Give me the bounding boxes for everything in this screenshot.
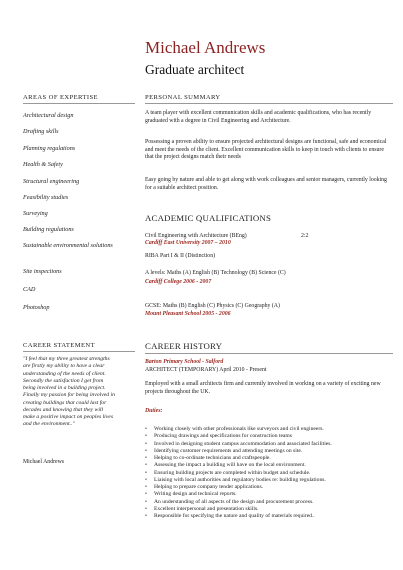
bullet-icon: • — [145, 476, 147, 483]
skill-item: Building regulations — [23, 226, 74, 233]
statement-heading-block — [23, 342, 135, 352]
duty-text: Ensuring building projects are completed within budget and schedule. — [154, 469, 311, 476]
skill-item: Photoshop — [23, 304, 50, 311]
duty-item — [145, 441, 393, 448]
duty-item — [145, 470, 393, 477]
bullet-icon: • — [145, 491, 147, 498]
skill-item: Feasibility studies — [23, 194, 69, 201]
duties-label: Duties: — [145, 408, 163, 414]
statement-signature: Michael Andrews — [23, 459, 65, 465]
summary-paragraph: A team player with excellent communication skills and academic qualifications, who has recently graduated with a degree in Civil Engineering and Architecture. — [145, 110, 372, 124]
university-line: Cardiff East University 2007 – 2010 — [145, 240, 231, 246]
summary-heading: PERSONAL SUMMARY — [145, 94, 221, 101]
degree-name: Civil Engineering with Architecture (BEng) — [145, 233, 247, 239]
bullet-icon: • — [145, 426, 147, 432]
skill-item: Health & Safety — [23, 161, 63, 168]
duty-item — [145, 448, 393, 455]
skill-item: Structural engineering — [23, 178, 80, 185]
skill-item: CAD — [23, 286, 36, 293]
duty-text: Assessing the impact a building will have on the local environment. — [154, 462, 306, 469]
duty-item — [145, 462, 393, 469]
candidate-title: Graduate architect — [145, 62, 245, 77]
duty-item — [145, 477, 393, 484]
employer-line: Barton Primary School - Salford — [145, 359, 224, 365]
duty-text: Excellent interpersonal and presentation skills. — [154, 505, 259, 512]
duty-item — [145, 484, 393, 491]
college-line: Cardiff College 2006 - 2007 — [145, 279, 212, 285]
skill-item: Planning regulations — [23, 145, 76, 152]
expertise-heading: AREAS OF EXPERTISE — [23, 94, 98, 101]
school-line: Mount Pleasant School 2005 - 2006 — [145, 311, 231, 317]
bullet-icon: • — [145, 469, 147, 476]
expertise-heading-block — [23, 94, 135, 104]
duty-text: Helping to prepare company tender applications. — [154, 484, 264, 490]
duty-text: Involved in designing student campus accommodation and associated facilities. — [154, 440, 332, 447]
bullet-icon: • — [145, 462, 147, 469]
bullet-icon: • — [145, 447, 147, 454]
summary-paragraph: Possessing a proven ability to ensure projected architectural designs are functional, safe and economical and meet the needs of the client. Excellent communication skills to keep in touch with clients to ensure that the project designs match their needs — [145, 139, 387, 161]
summary-paragraph: Easy going by nature and able to get along with work colleagues and senior managers, currently looking for a suitable architect position. — [145, 177, 387, 191]
bullet-icon: • — [145, 433, 147, 440]
bullet-icon: • — [145, 498, 147, 505]
skill-item: Surveying — [23, 210, 48, 217]
degree-grade: 2:2 — [301, 233, 309, 239]
career-heading: CAREER HISTORY — [145, 341, 223, 351]
skill-item: Site inspections — [23, 268, 62, 275]
duty-text: Liaising with local authorities and regulatory bodies re: building regulations. — [154, 476, 326, 483]
duty-text: Working closely with other professionals like surveyors and civil engineers. — [154, 426, 324, 432]
skill-item: Sustainable environmental solutions — [23, 242, 113, 249]
duty-item — [145, 433, 393, 440]
career-statement: "I feel that my three greatest strengths are firstly my ability to have a clear understanding of the needs of client. Secondly the satisfaction I get from being involved in a building project. Finally my passion for being involved in creating buildings that could last for decades and knowing that they will make a positive impact on peoples lives and the environment.." — [23, 356, 115, 428]
summary-heading-block — [145, 94, 393, 104]
statement-heading: CAREER STATEMENT — [23, 342, 95, 349]
riba-line: RIBA Part I & II (Distinction) — [145, 253, 216, 259]
duty-item — [145, 491, 393, 498]
career-divider — [145, 353, 393, 354]
summary-divider — [145, 103, 393, 104]
academic-heading: ACADEMIC QUALIFICATIONS — [145, 213, 272, 223]
duty-text: Identifying customer requirements and attending meetings on site. — [154, 447, 303, 454]
duty-text: Responsible for specifying the nature and quality of materials required.. — [154, 513, 315, 519]
bullet-icon: • — [145, 484, 147, 490]
skill-item: Drafting skills — [23, 128, 59, 135]
gcse-line: GCSE: Maths (B) English (C) Physics (C) Geography (A) — [145, 303, 280, 309]
job-summary: Employed with a small architects firm and currently involved in working on a variety of exciting new projects throughout the UK. — [145, 381, 381, 395]
duty-text: Writing design and technical reports. — [154, 491, 237, 498]
duty-text: Producing drawings and specifications for construction teams — [154, 433, 292, 440]
duty-item — [145, 506, 393, 513]
statement-divider — [23, 351, 135, 352]
career-heading-block — [145, 341, 393, 354]
duty-item — [145, 455, 393, 462]
skill-item: Architectural design — [23, 112, 74, 119]
candidate-name: Michael Andrews — [145, 38, 266, 57]
duty-item — [145, 499, 393, 506]
bullet-icon: • — [145, 513, 147, 519]
bullet-icon: • — [145, 440, 147, 447]
job-title-line: ARCHITECT (TEMPORARY) April 2010 - Present — [145, 367, 267, 373]
expertise-divider — [23, 103, 135, 104]
duty-text: An understanding of all aspects of the design and procurement process. — [154, 498, 314, 505]
bullet-icon: • — [145, 455, 147, 461]
duty-item — [145, 513, 393, 520]
duties-list-wrap — [145, 426, 393, 520]
bullet-icon: • — [145, 505, 147, 512]
alevels-line: A levels: Maths (A) English (B) Technology (B) Science (C) — [145, 270, 286, 276]
duty-text: Helping to co-ordinate technicians and craftspeople. — [154, 455, 271, 461]
duties-list — [145, 426, 393, 520]
